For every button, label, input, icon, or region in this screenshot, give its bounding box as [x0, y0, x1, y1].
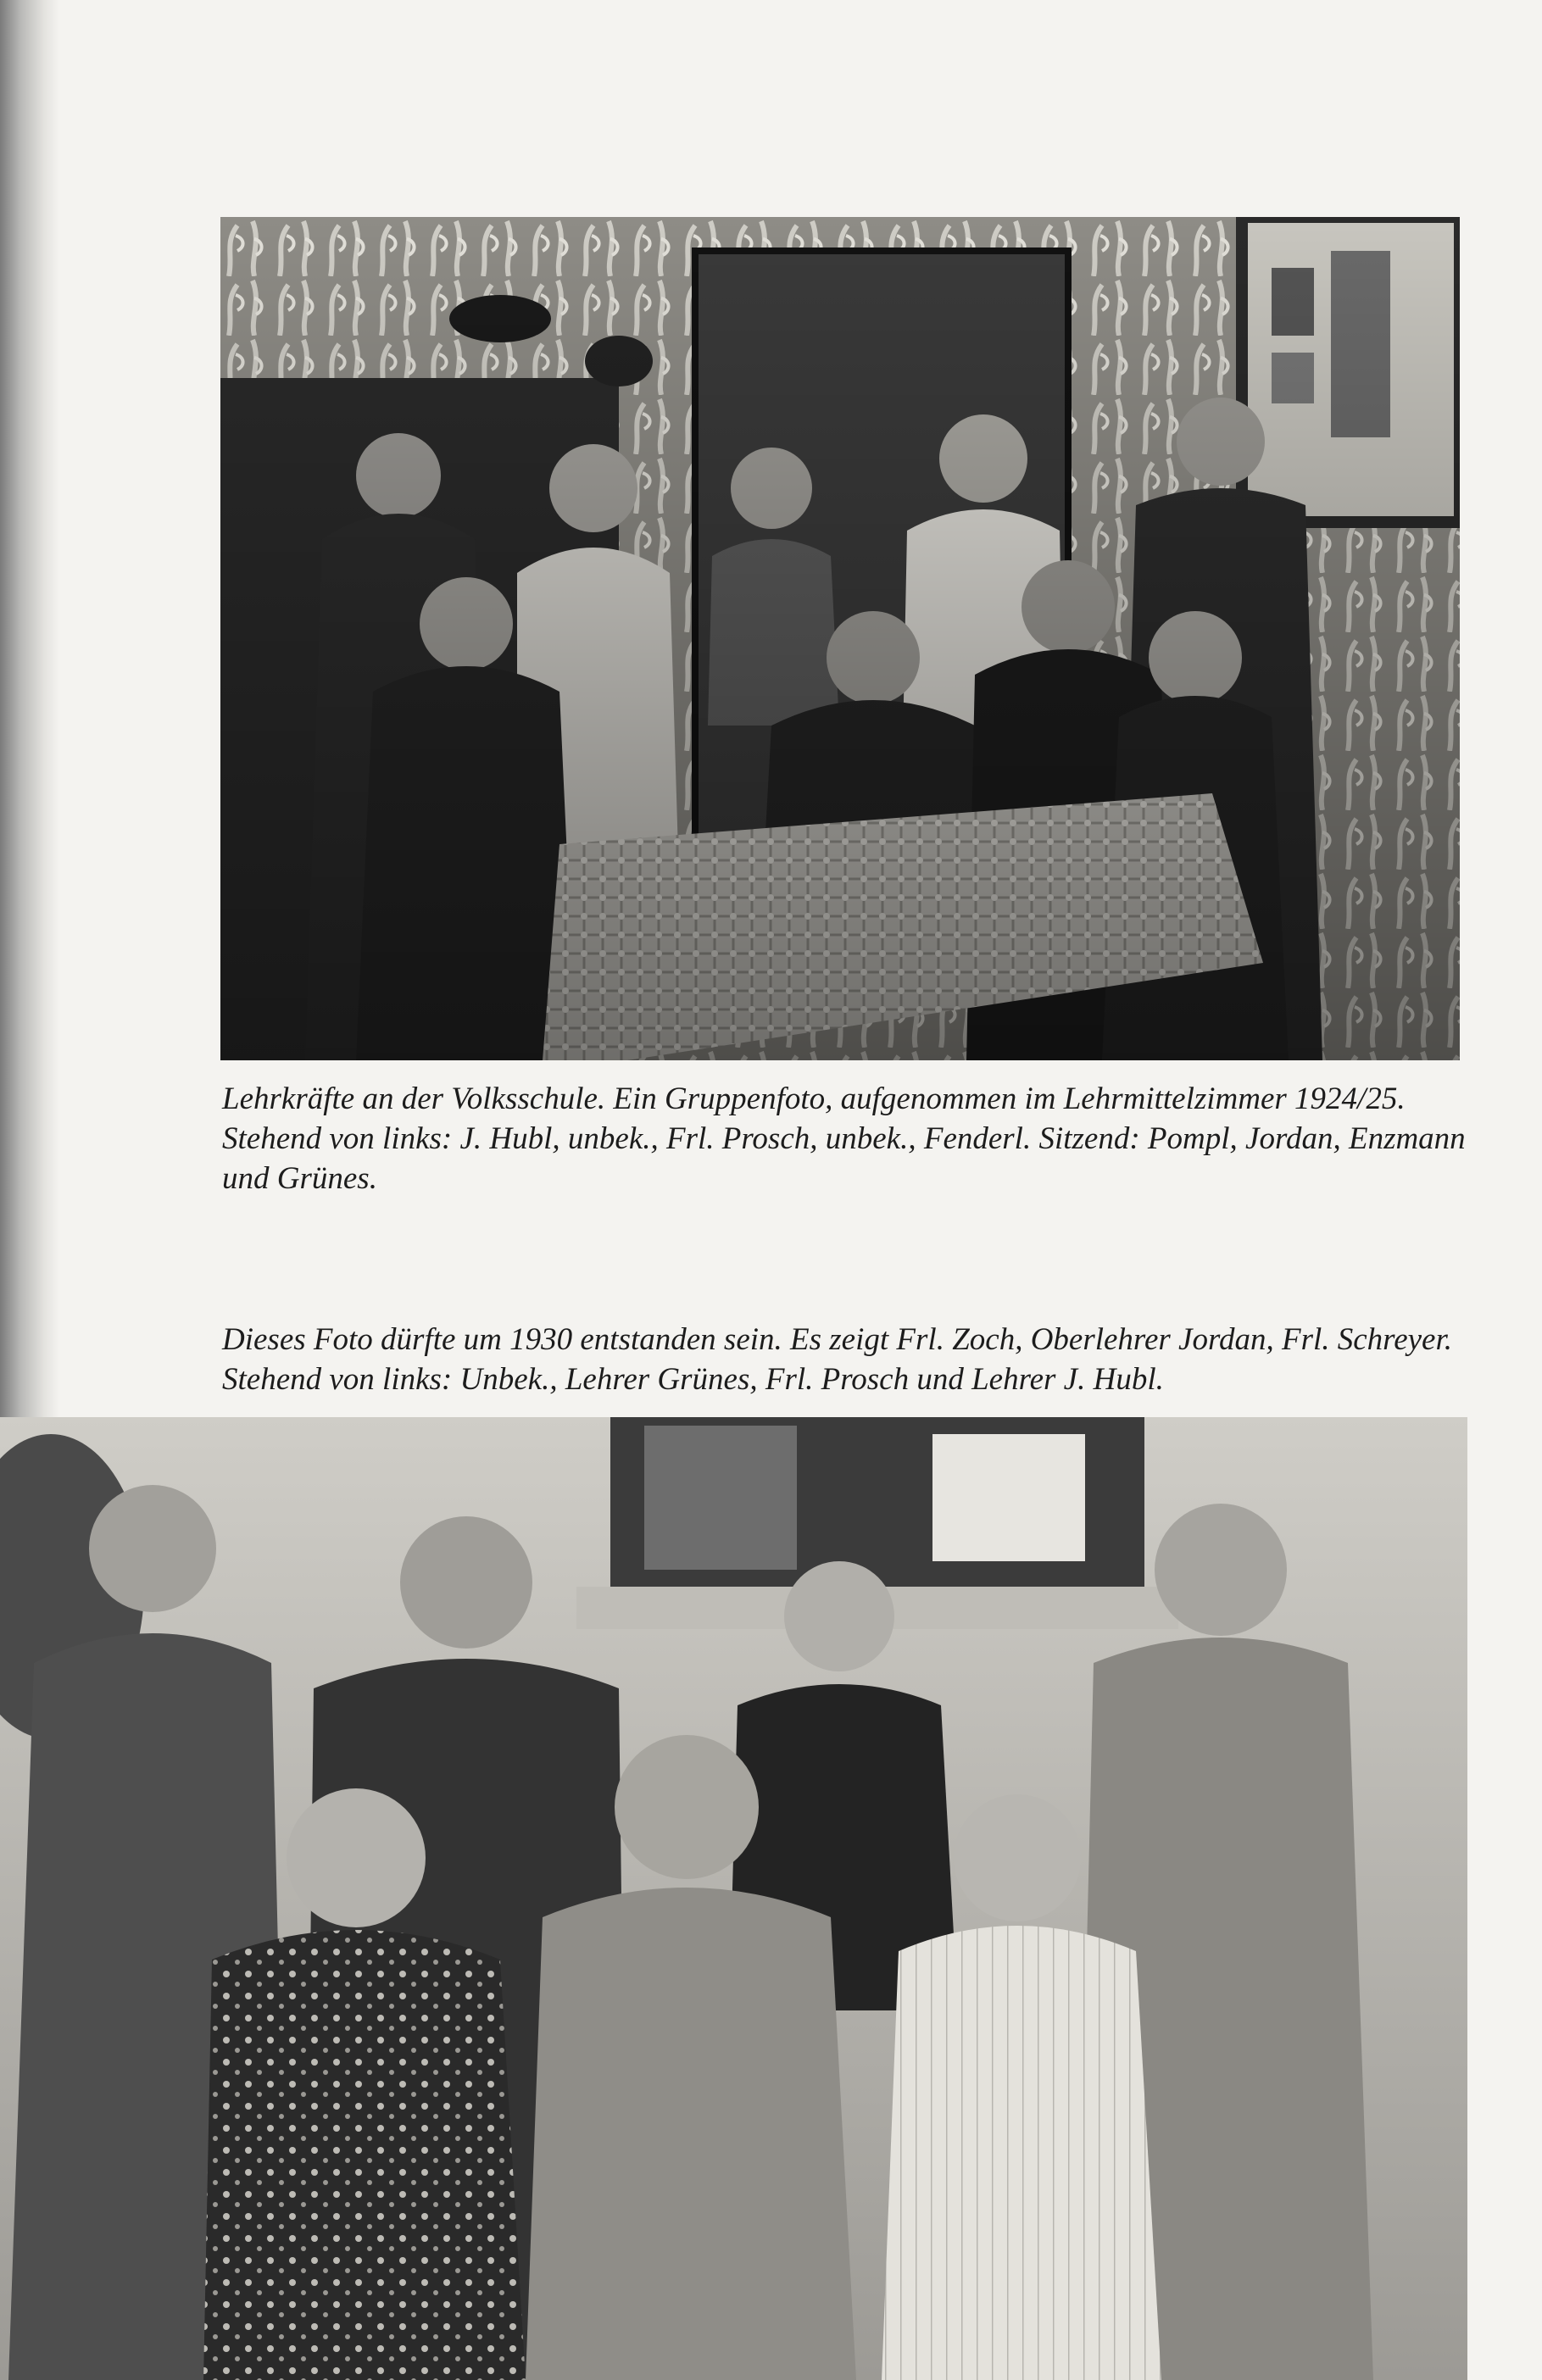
caption-bottom-line-2: Stehend von links: Unbek., Lehrer Grünes, Frl. Prosch und Lehrer J. Hubl.: [222, 1362, 1164, 1397]
caption-bottom-line-1: Dieses Foto dürfte um 1930 entstanden sein. Es zeigt Frl. Zoch, Oberlehrer Jordan, Frl. Schreyer.: [222, 1322, 1453, 1357]
group-photo-1924: [220, 217, 1460, 1060]
caption-top-line-3: und Grünes.: [222, 1161, 377, 1196]
caption-top: [222, 1079, 1466, 1198]
caption-bottom: [222, 1320, 1452, 1399]
caption-top-line-1: Lehrkräfte an der Volksschule. Ein Gruppenfoto, aufgenommen im Lehrmittelzimmer 1924/25.: [222, 1082, 1406, 1116]
group-photo-1930: [0, 1417, 1467, 2380]
group-photo-1930-image: [0, 1417, 1467, 2380]
group-photo-1924-image: [220, 217, 1460, 1060]
caption-top-line-2: Stehend von links: J. Hubl, unbek., Frl. Prosch, unbek., Fenderl. Sitzend: Pompl, Jordan, Enzmann: [222, 1121, 1466, 1156]
